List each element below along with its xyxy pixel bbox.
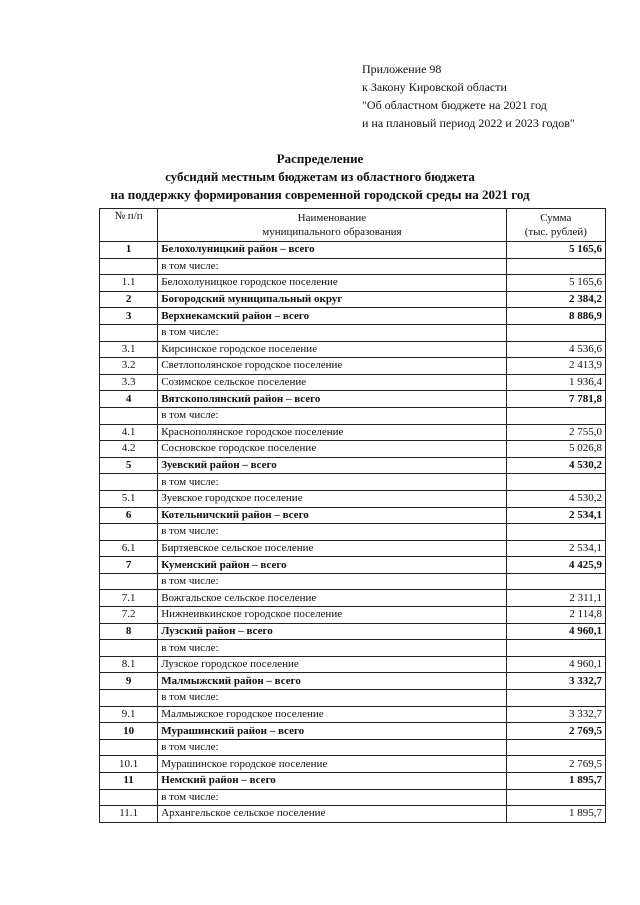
row-name: Куменский район – всего [158, 557, 506, 574]
row-name: Краснополянское городское поселение [158, 424, 506, 441]
row-number [100, 690, 158, 707]
row-name: Архангельское сельское поселение [158, 806, 506, 823]
table-row [100, 623, 606, 640]
row-name: Белохолуницкое городское поселение [158, 275, 506, 292]
table-row [100, 490, 606, 507]
row-sum: 4 960,1 [506, 656, 605, 673]
row-number [100, 739, 158, 756]
row-sum [506, 640, 605, 657]
row-name: Зуевский район – всего [158, 457, 506, 474]
row-sum: 2 114,8 [506, 607, 605, 624]
row-name: Котельничский район – всего [158, 507, 506, 524]
row-name: Созимское сельское поселение [158, 374, 506, 391]
row-sum: 3 332,7 [506, 673, 605, 690]
header-num-label: № п/п [114, 210, 143, 222]
subsidy-table [99, 208, 606, 823]
table-row [100, 806, 606, 823]
row-number: 8.1 [100, 656, 158, 673]
row-name: Богородский муниципальный округ [158, 291, 506, 308]
table-row [100, 258, 606, 275]
row-number: 4 [100, 391, 158, 408]
row-number: 9 [100, 673, 158, 690]
row-number: 8 [100, 623, 158, 640]
document-title [40, 150, 600, 204]
title-line-2: субсидий местным бюджетам из областного бюджета [165, 169, 475, 184]
table-row [100, 324, 606, 341]
row-sum: 3 332,7 [506, 706, 605, 723]
header-num [100, 209, 158, 242]
row-sum [506, 474, 605, 491]
header-name [158, 209, 506, 242]
row-number [100, 573, 158, 590]
appendix-number: Приложение 98 [362, 62, 442, 76]
row-name: Вятскополянский район – всего [158, 391, 506, 408]
appendix-law-period: и на плановый период 2022 и 2023 годов" [362, 116, 575, 130]
row-number [100, 474, 158, 491]
row-sum [506, 407, 605, 424]
row-number: 7.1 [100, 590, 158, 607]
appendix-law: к Закону Кировской области [362, 80, 507, 94]
row-name: Кирсинское городское поселение [158, 341, 506, 358]
row-name: в том числе: [158, 640, 506, 657]
row-number: 7 [100, 557, 158, 574]
row-sum: 1 936,4 [506, 374, 605, 391]
row-sum: 2 413,9 [506, 358, 605, 375]
table-row [100, 789, 606, 806]
row-name: в том числе: [158, 789, 506, 806]
row-name: Биртяевское сельское поселение [158, 540, 506, 557]
header-name-line-2: муниципального образования [262, 226, 402, 238]
table-row [100, 607, 606, 624]
table-row [100, 573, 606, 590]
table-row [100, 507, 606, 524]
row-number: 3 [100, 308, 158, 325]
row-name: в том числе: [158, 690, 506, 707]
row-name: в том числе: [158, 524, 506, 541]
row-sum: 5 165,6 [506, 242, 605, 259]
row-name: Сосновское городское поселение [158, 441, 506, 458]
table-row [100, 673, 606, 690]
header-sum-line-2: (тыс. рублей) [524, 226, 587, 238]
row-name: Светлополянское городское поселение [158, 358, 506, 375]
row-number: 10.1 [100, 756, 158, 773]
table-row [100, 391, 606, 408]
table-row [100, 474, 606, 491]
row-name: Лузское городское поселение [158, 656, 506, 673]
row-sum: 5 026,8 [506, 441, 605, 458]
row-number: 2 [100, 291, 158, 308]
table-row [100, 341, 606, 358]
row-number: 3.3 [100, 374, 158, 391]
row-name: Мурашинский район – всего [158, 723, 506, 740]
row-sum [506, 524, 605, 541]
table-row [100, 291, 606, 308]
row-name: в том числе: [158, 474, 506, 491]
header-sum-line-1: Сумма [540, 212, 572, 224]
row-sum: 4 425,9 [506, 557, 605, 574]
row-number: 3.1 [100, 341, 158, 358]
row-number: 10 [100, 723, 158, 740]
row-sum: 2 534,1 [506, 540, 605, 557]
row-sum [506, 690, 605, 707]
title-line-3: на поддержку формирования современной городской среды на 2021 год [110, 187, 530, 202]
row-number: 11 [100, 773, 158, 790]
row-sum: 2 534,1 [506, 507, 605, 524]
row-sum: 1 895,7 [506, 773, 605, 790]
row-sum: 2 769,5 [506, 723, 605, 740]
table-row [100, 690, 606, 707]
row-number: 3.2 [100, 358, 158, 375]
row-name: Верхнекамский район – всего [158, 308, 506, 325]
row-number [100, 640, 158, 657]
row-sum [506, 739, 605, 756]
row-number [100, 524, 158, 541]
appendix-header [362, 60, 575, 132]
title-line-1: Распределение [276, 151, 364, 166]
row-name: Мурашинское городское поселение [158, 756, 506, 773]
table-row [100, 590, 606, 607]
row-sum: 5 165,6 [506, 275, 605, 292]
table-row [100, 723, 606, 740]
table-row [100, 457, 606, 474]
table-row [100, 242, 606, 259]
table-row [100, 540, 606, 557]
row-name: Немский район – всего [158, 773, 506, 790]
row-sum [506, 258, 605, 275]
row-number [100, 324, 158, 341]
row-number [100, 407, 158, 424]
table-row [100, 557, 606, 574]
row-name: в том числе: [158, 407, 506, 424]
table-row [100, 656, 606, 673]
row-name: Лузский район – всего [158, 623, 506, 640]
table-row [100, 524, 606, 541]
table-row [100, 756, 606, 773]
row-number: 9.1 [100, 706, 158, 723]
table-header-row [100, 209, 606, 242]
row-sum: 4 536,6 [506, 341, 605, 358]
row-number: 4.1 [100, 424, 158, 441]
table-row [100, 441, 606, 458]
header-name-line-1: Наименование [297, 212, 367, 224]
row-name: Малмыжское городское поселение [158, 706, 506, 723]
row-name: Малмыжский район – всего [158, 673, 506, 690]
row-sum: 8 886,9 [506, 308, 605, 325]
row-number: 5 [100, 457, 158, 474]
table-row [100, 358, 606, 375]
row-name: в том числе: [158, 258, 506, 275]
row-name: в том числе: [158, 573, 506, 590]
row-sum: 2 384,2 [506, 291, 605, 308]
row-number [100, 789, 158, 806]
row-number: 1 [100, 242, 158, 259]
row-sum [506, 789, 605, 806]
table-row [100, 275, 606, 292]
row-sum: 4 960,1 [506, 623, 605, 640]
table-row [100, 773, 606, 790]
row-name: Белохолуницкий район – всего [158, 242, 506, 259]
table-row [100, 407, 606, 424]
header-sum [506, 209, 605, 242]
appendix-law-title: "Об областном бюджете на 2021 год [362, 98, 547, 112]
row-number: 11.1 [100, 806, 158, 823]
table-row [100, 424, 606, 441]
table-row [100, 374, 606, 391]
row-number: 6 [100, 507, 158, 524]
row-number: 7.2 [100, 607, 158, 624]
row-number: 5.1 [100, 490, 158, 507]
row-sum: 2 311,1 [506, 590, 605, 607]
row-number [100, 258, 158, 275]
row-name: в том числе: [158, 739, 506, 756]
row-sum: 2 755,0 [506, 424, 605, 441]
table-row [100, 739, 606, 756]
row-sum: 7 781,8 [506, 391, 605, 408]
table-body [100, 242, 606, 823]
row-sum [506, 573, 605, 590]
row-sum: 4 530,2 [506, 490, 605, 507]
row-sum: 2 769,5 [506, 756, 605, 773]
row-name: в том числе: [158, 324, 506, 341]
row-sum: 1 895,7 [506, 806, 605, 823]
row-number: 4.2 [100, 441, 158, 458]
row-number: 1.1 [100, 275, 158, 292]
table-row [100, 640, 606, 657]
row-name: Вожгальское сельское поселение [158, 590, 506, 607]
row-sum: 4 530,2 [506, 457, 605, 474]
row-name: Нижнеивкинское городское поселение [158, 607, 506, 624]
row-sum [506, 324, 605, 341]
table-row [100, 308, 606, 325]
table-row [100, 706, 606, 723]
row-name: Зуевское городское поселение [158, 490, 506, 507]
row-number: 6.1 [100, 540, 158, 557]
